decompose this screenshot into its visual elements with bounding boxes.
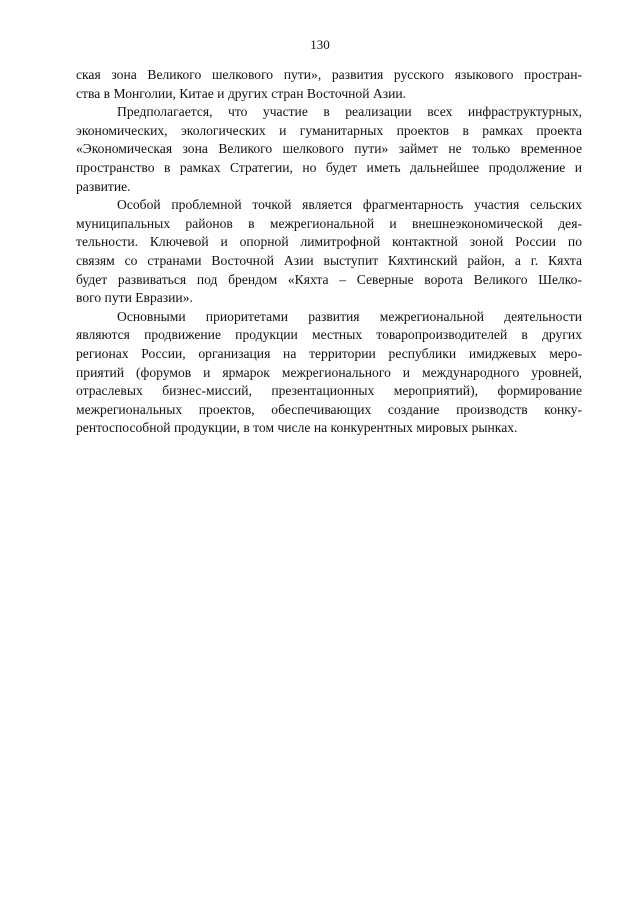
- text-line: развитие.: [76, 178, 131, 194]
- text-line: приятий (форумов и ярмарок межрегионального и международного уровней,: [76, 364, 582, 380]
- text-line: межрегиональных проектов, обеспечивающих создание производств конку-: [76, 401, 582, 417]
- text-line: пространство в рамках Стратегии, но будет иметь дальнейшее продолжение и: [76, 159, 582, 175]
- text-line: ства в Монголии, Китае и других стран Восточной Азии.: [76, 85, 407, 101]
- text-line: будет развиваться под брендом «Кяхта – Северные ворота Великого Шелко-: [76, 271, 582, 287]
- text-line: экономических, экологических и гуманитарных проектов в рамках проекта: [76, 122, 582, 138]
- text-line: вого пути Евразии».: [76, 290, 193, 306]
- text-line: тельности. Ключевой и опорной лимитрофной контактной зоной России по: [76, 234, 582, 250]
- text-line: Предполагается, что участие в реализации всех инфраструктурных,: [117, 104, 582, 120]
- text-line: ская зона Великого шелкового пути», развития русского языкового простран-: [76, 67, 582, 82]
- paragraph-1: [76, 66, 582, 103]
- text-line: «Экономическая зона Великого шелкового пути» займет не только временное: [76, 141, 582, 157]
- text-line: являются продвижение продукции местных товаропроизводителей в других: [76, 327, 582, 343]
- text-line: связям со странами Восточной Азии выступит Кяхтинский район, а г. Кяхта: [76, 252, 582, 268]
- text-line: Основными приоритетами развития межрегиональной деятельности: [117, 308, 582, 324]
- text-line: отраслевых бизнес-миссий, презентационных мероприятий), формирование: [76, 383, 582, 399]
- text-line: Особой проблемной точкой является фрагментарность участия сельских: [117, 197, 582, 213]
- text-line: рентоспособной продукции, в том числе на конкурентных мировых рынках.: [76, 420, 518, 436]
- paragraph-4: [76, 308, 582, 438]
- paragraph-2: [76, 103, 582, 196]
- text-line: муниципальных районов в межрегиональной и внешнеэкономической дея-: [76, 215, 582, 231]
- paragraph-3: [76, 196, 582, 308]
- page-number: 130: [310, 37, 330, 52]
- text-line: регионах России, организация на территории республики имиджевых меро-: [76, 345, 582, 361]
- document-body: [76, 66, 582, 438]
